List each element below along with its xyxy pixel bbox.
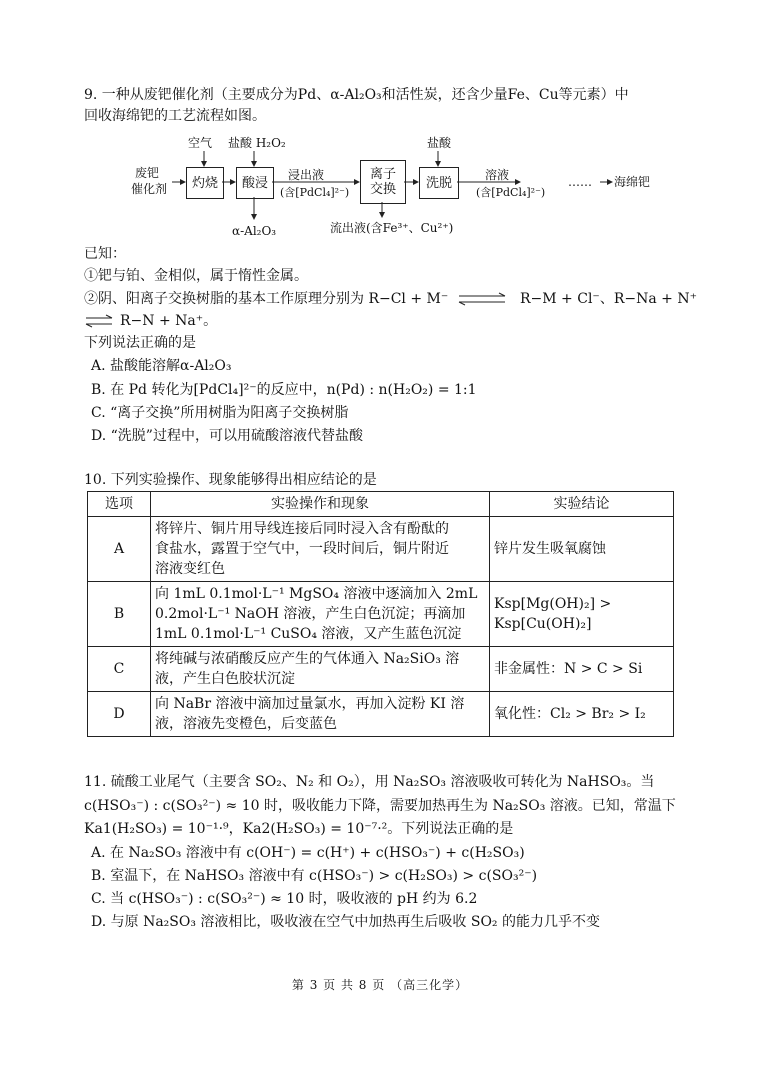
equilibrium-arrow-icon (84, 314, 114, 328)
row-option: D (88, 692, 151, 737)
air-label: 空气 (188, 136, 213, 150)
row-option: B (88, 582, 151, 647)
burn-step-label: 灼烧 (191, 175, 218, 191)
acid-leach-step-label: 酸浸 (241, 175, 268, 191)
row-operation-line: 1mL 0.1mol·L⁻¹ CuSO₄ 溶液，又产生蓝色沉淀 (155, 626, 462, 642)
dots-label: …… (568, 175, 592, 189)
q10-table (87, 491, 674, 737)
q9-known-2a: ②阴、阳离子交换树脂的基本工作原理分别为 R−Cl + M⁻ (84, 291, 449, 307)
flowchart-arrows (0, 0, 760, 260)
table-header-row (88, 492, 674, 517)
q11-option-d: D. 与原 Na₂SO₃ 溶液相比，吸收液在空气中加热再生后吸收 SO₂ 的能力几乎不变 (91, 914, 600, 930)
row-operation-line: 食盐水，露置于空气中，一段时间后，铜片附近 (155, 541, 449, 557)
q9-stem-line1: 9. 一种从废钯催化剂（主要成分为Pd、α-Al₂O₃和活性炭，还含少量Fe、Cu等元素）中 (84, 87, 629, 103)
input-catalyst-label-1: 废钯 (135, 166, 160, 180)
effluent-label: 流出液(含Fe³⁺、Cu²⁺) (330, 221, 454, 235)
row-option: A (88, 517, 151, 582)
row-conclusion-line: Ksp[Mg(OH)₂] > (494, 596, 612, 612)
table-row (88, 692, 674, 737)
q9-option-a: A. 盐酸能溶解α-Al₂O₃ (91, 358, 232, 374)
row-conclusion-line: 非金属性：N > C > Si (494, 661, 643, 677)
row-operation-line: 液，产生白色胶状沉淀 (155, 671, 295, 687)
elute-step-label: 洗脱 (425, 175, 452, 191)
q11-stem-line3: Ka1(H₂SO₃) = 10⁻¹·⁹，Ka2(H₂SO₃) = 10⁻⁷·²。下列说法正确的是 (84, 821, 514, 837)
row-operation (151, 582, 490, 647)
page-footer: 第 3 页 共 8 页 （高三化学） (291, 978, 469, 992)
row-conclusion-line: Ksp[Cu(OH)₂] (494, 616, 592, 632)
leachate-label-2: (含[PdCl₄]²⁻) (280, 186, 350, 199)
row-conclusion (490, 517, 674, 582)
q11-stem-line1: 11. 硫酸工业尾气（主要含 SO₂、N₂ 和 O₂），用 Na₂SO₃ 溶液吸收可转化为 NaHSO₃。当 (84, 774, 655, 790)
row-conclusion (490, 582, 674, 647)
row-conclusion-line: 氧化性：Cl₂ > Br₂ > I₂ (494, 706, 646, 722)
q9-known-heading: 已知： (84, 246, 126, 262)
row-conclusion (490, 647, 674, 692)
table-row (88, 647, 674, 692)
header-conclusion: 实验结论 (490, 492, 674, 517)
hcl-h2o2-label: 盐酸 H₂O₂ (228, 136, 286, 150)
row-operation-line: 溶液变红色 (155, 561, 225, 577)
product-label: 海绵钯 (614, 175, 651, 189)
q9-stem-line2: 回收海绵钯的工艺流程如图。 (84, 108, 266, 124)
row-option: C (88, 647, 151, 692)
leachate-label-1: 浸出液 (288, 168, 325, 182)
q11-option-b: B. 室温下，在 NaHSO₃ 溶液中有 c(HSO₃⁻) > c(H₂SO₃) > c(SO₃²⁻) (91, 868, 538, 884)
q11-stem-line2: c(HSO₃⁻) : c(SO₃²⁻) ≈ 10 时，吸收能力下降，需要加热再生为 Na₂SO₃ 溶液。已知，常温下 (84, 798, 676, 814)
q9-known-2c: R−N + Na⁺。 (120, 313, 218, 329)
row-operation (151, 647, 490, 692)
row-operation-line: 向 NaBr 溶液中滴加过量氯水，再加入淀粉 KI 溶 (155, 696, 465, 712)
table-row (88, 582, 674, 647)
row-conclusion (490, 692, 674, 737)
row-operation (151, 517, 490, 582)
table-row (88, 517, 674, 582)
q9-known-1: ①钯与铂、金相似，属于惰性金属。 (84, 268, 308, 284)
ion-exchange-label-2: 交换 (369, 182, 396, 197)
row-operation-line: 将纯碱与浓硝酸反应产生的气体通入 Na₂SiO₃ 溶 (155, 651, 460, 667)
q9-known-2b: R−M + Cl⁻、R−Na + N⁺ (520, 291, 697, 307)
header-operation: 实验操作和现象 (151, 492, 490, 517)
q9-option-b: B. 在 Pd 转化为[PdCl₄]²⁻的反应中，n(Pd) : n(H₂O₂) = 1:1 (91, 382, 477, 398)
q10-stem: 10. 下列实验操作、现象能够得出相应结论的是 (84, 472, 377, 488)
row-operation-line: 将锌片、铜片用导线连接后同时浸入含有酚酞的 (155, 521, 449, 537)
q9-option-d: D. “洗脱”过程中，可以用硫酸溶液代替盐酸 (91, 428, 363, 444)
equilibrium-arrow-icon (457, 292, 509, 306)
solution-label-2: (含[PdCl₄]²⁻) (476, 186, 546, 199)
q11-option-a: A. 在 Na₂SO₃ 溶液中有 c(OH⁻) = c(H⁺) + c(HSO₃⁻) + c(H₂SO₃) (91, 845, 525, 861)
q11-option-c: C. 当 c(HSO₃⁻) : c(SO₃²⁻) ≈ 10 时，吸收液的 pH 约为 6.2 (91, 891, 478, 907)
row-operation-line: 向 1mL 0.1mol·L⁻¹ MgSO₄ 溶液中逐滴加入 2mL (155, 586, 478, 602)
q9-option-c: C. “离子交换”所用树脂为阳离子交换树脂 (91, 405, 349, 421)
row-conclusion-line: 锌片发生吸氧腐蚀 (494, 541, 606, 557)
q9-ask: 下列说法正确的是 (84, 335, 196, 351)
input-catalyst-label-2: 催化剂 (131, 182, 168, 196)
hcl-label: 盐酸 (427, 136, 452, 150)
row-operation-line: 0.2mol·L⁻¹ NaOH 溶液，产生白色沉淀；再滴加 (155, 606, 466, 622)
alumina-label: α-Al₂O₃ (232, 224, 277, 238)
row-operation (151, 692, 490, 737)
ion-exchange-label-1: 离子 (369, 167, 396, 182)
row-operation-line: 液，溶液先变橙色，后变蓝色 (155, 716, 337, 732)
solution-label-1: 溶液 (485, 168, 510, 182)
header-option: 选项 (88, 492, 151, 517)
